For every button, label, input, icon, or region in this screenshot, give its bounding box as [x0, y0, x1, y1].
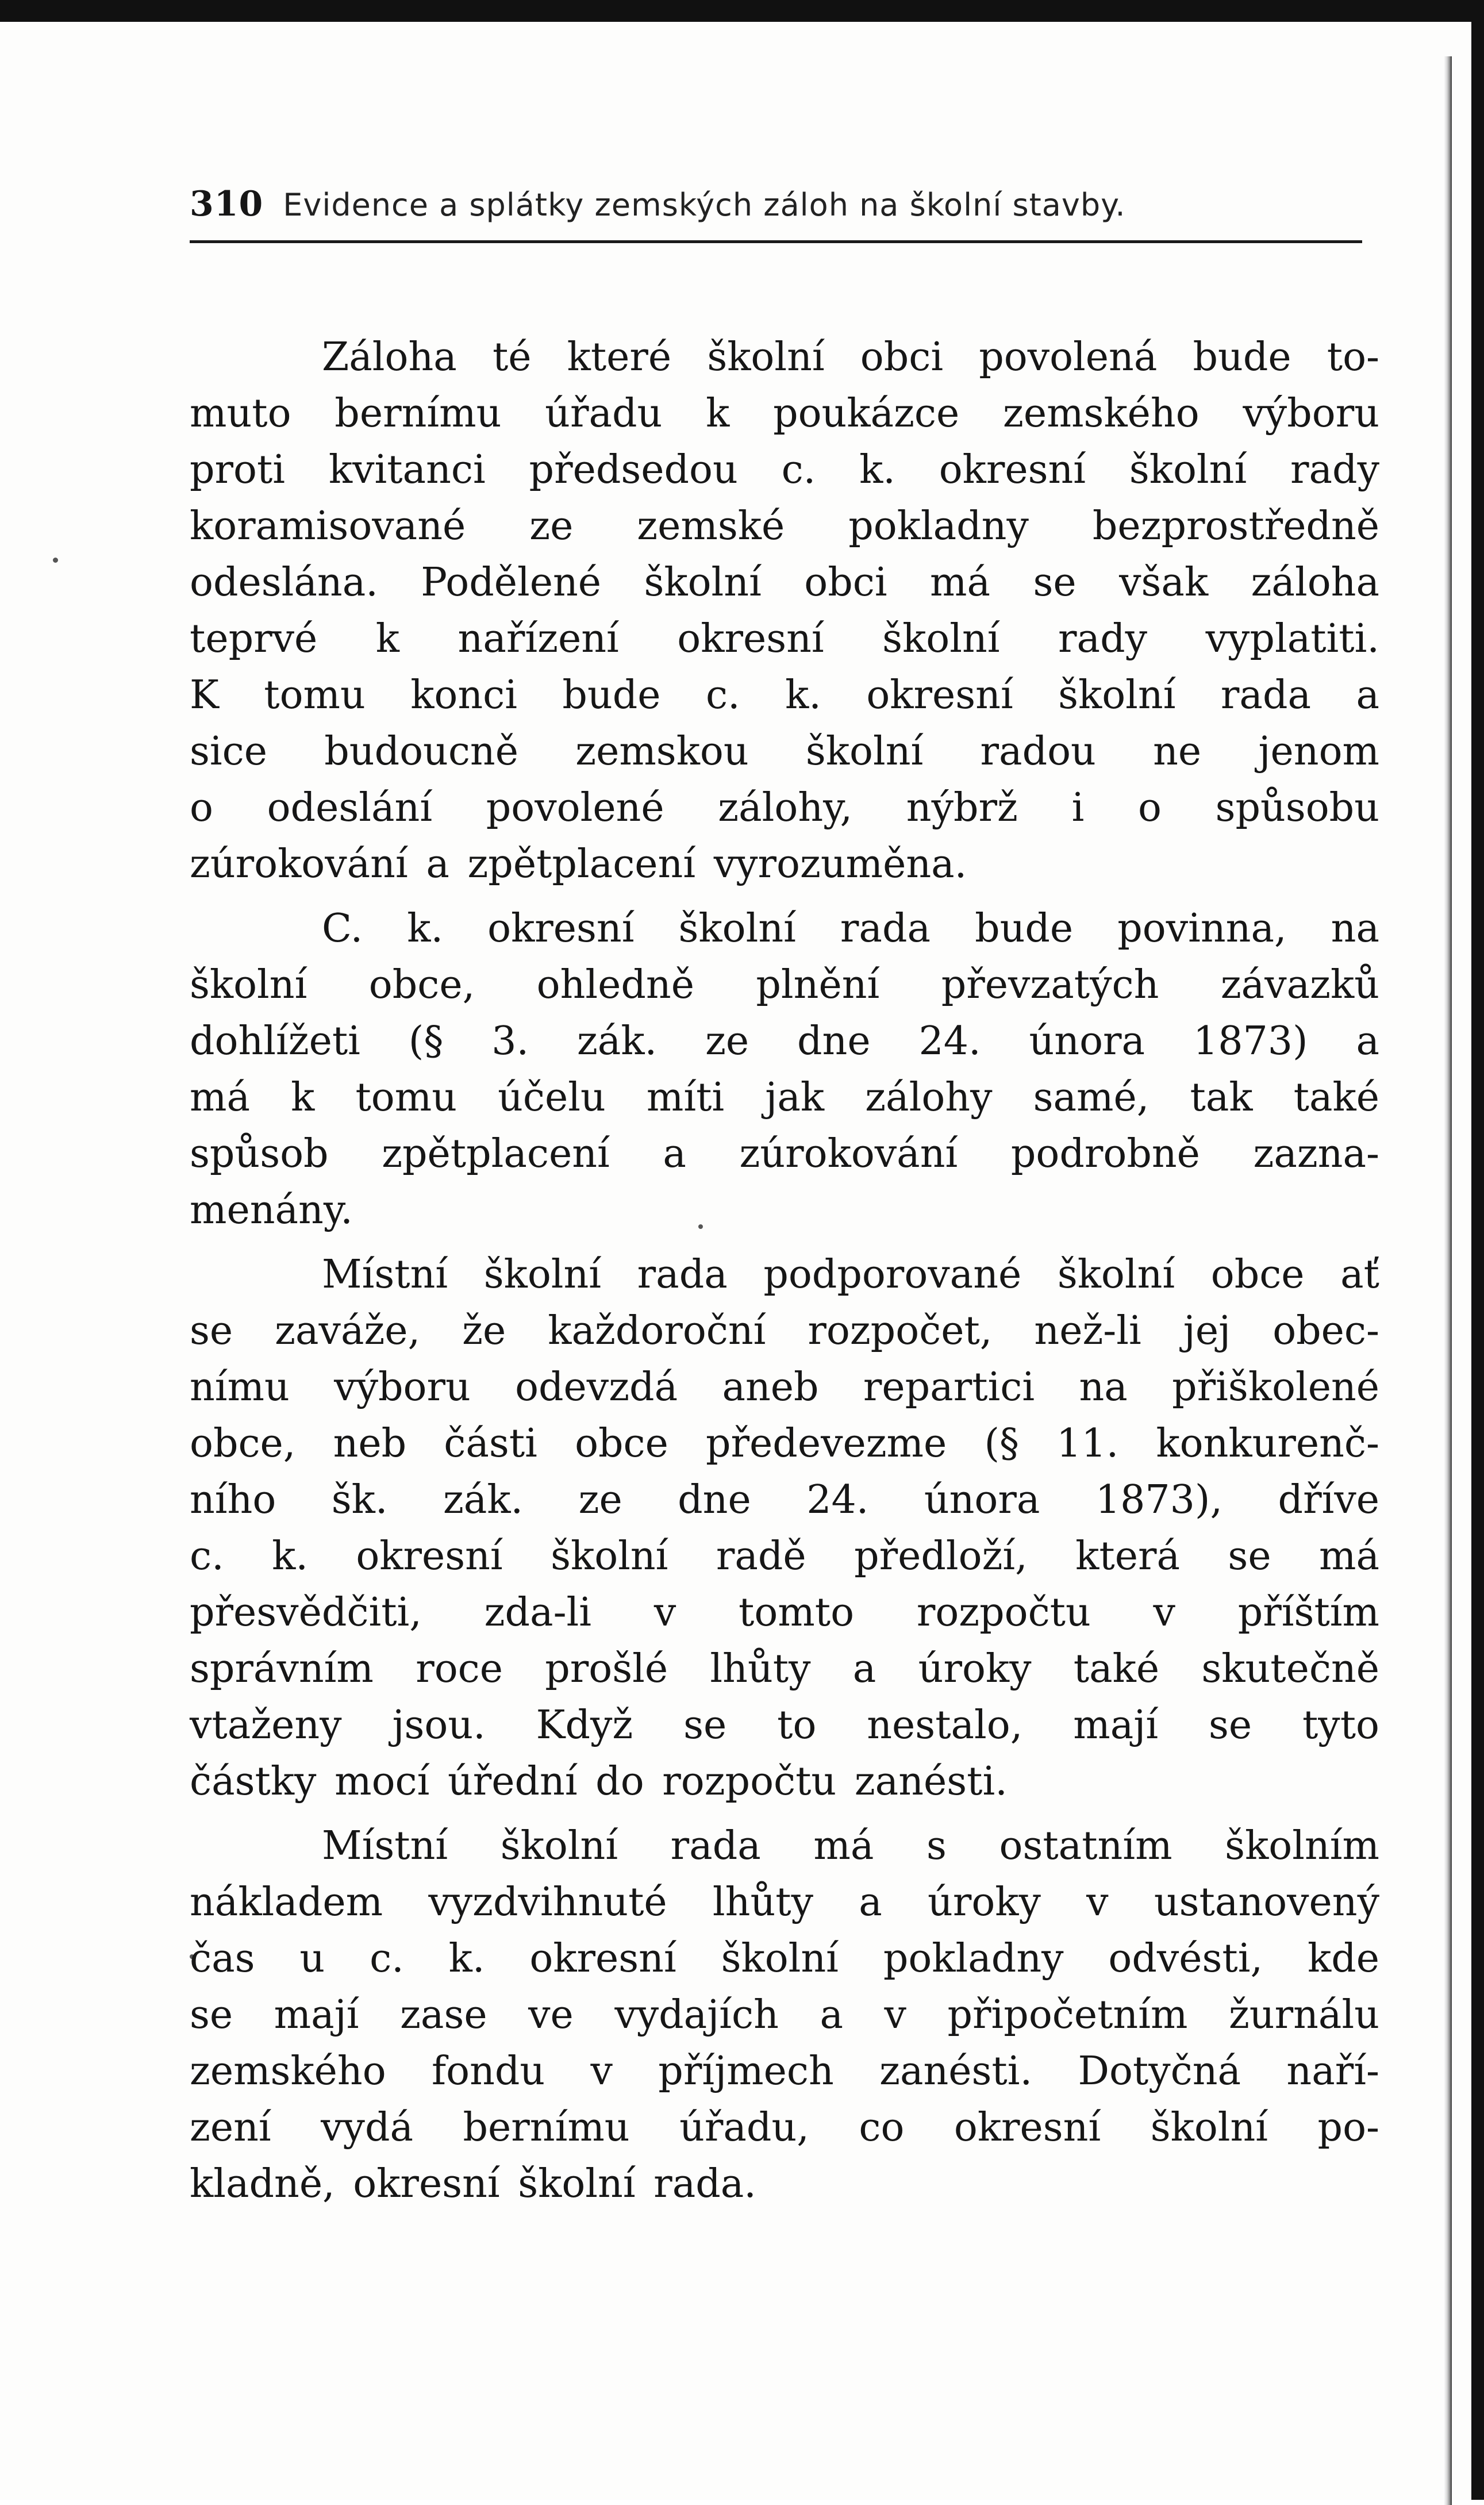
- text-line: Místní školní rada podporované školní obce ať: [322, 1252, 1379, 1297]
- text-line: částky mocí úřední do rozpočtu zanésti.: [190, 1759, 1008, 1804]
- text-line: menány.: [190, 1188, 353, 1233]
- text-line: teprvé k nařízení okresní školní rady vyplatiti.: [190, 616, 1379, 662]
- text-line: Záloha té které školní obci povolená bude to-: [322, 335, 1379, 380]
- text-line: odeslána. Podělené školní obci má se však záloha: [190, 560, 1379, 605]
- text-line: Místní školní rada má s ostatním školním: [322, 1823, 1379, 1869]
- text-line: o odeslání povolené zálohy, nýbrž i o spůsobu: [190, 785, 1379, 831]
- text-line: muto bernímu úřadu k poukázce zemského výboru: [190, 391, 1379, 436]
- running-title: Evidence a splátky zemských záloh na školní stavby.: [283, 187, 1126, 223]
- text-line: školní obce, ohledně plnění převzatých závazků: [190, 962, 1379, 1008]
- text-line: K tomu konci bude c. k. okresní školní rada a: [190, 673, 1379, 718]
- text-line: nímu výboru odevzdá aneb repartici na přiškolené: [190, 1365, 1379, 1410]
- text-line: správním roce prošlé lhůty a úroky také skutečně: [190, 1646, 1379, 1692]
- text-line: má k tomu účelu míti jak zálohy samé, tak také: [190, 1075, 1379, 1120]
- text-line: nákladem vyzdvihnuté lhůty a úroky v ustanovený: [190, 1880, 1379, 1925]
- header-rule: [190, 240, 1362, 243]
- text-line: dohlížeti (§ 3. zák. ze dne 24. února 1873) a: [190, 1019, 1379, 1064]
- scan-speck: [53, 558, 58, 563]
- text-line: sice budoucně zemskou školní radou ne jenom: [190, 729, 1379, 774]
- text-line: zení vydá bernímu úřadu, co okresní školní po-: [190, 2105, 1379, 2150]
- paragraph-4: [190, 1818, 1379, 2212]
- text-line: čas u c. k. okresní školní pokladny odvésti, kde: [190, 1936, 1379, 1981]
- text-line: spůsob zpětplacení a zúrokování podrobně zazna-: [190, 1131, 1379, 1177]
- text-line: přesvědčiti, zda-li v tomto rozpočtu v příštím: [190, 1590, 1379, 1635]
- text-line: vtaženy jsou. Když se to nestalo, mají se tyto: [190, 1703, 1379, 1748]
- page-number: 310: [190, 184, 264, 224]
- text-line: c. k. okresní školní radě předloží, která se má: [190, 1534, 1379, 1579]
- text-line: koramisované ze zemské pokladny bezprostředně: [190, 504, 1379, 549]
- text-line: zúrokování a zpětplacení vyrozuměna.: [190, 842, 967, 887]
- text-line: ního šk. zák. ze dne 24. února 1873), dříve: [190, 1477, 1379, 1523]
- running-header: [190, 184, 1379, 224]
- body-text: [190, 329, 1379, 2212]
- text-line: C. k. okresní školní rada bude povinna, na: [322, 906, 1379, 951]
- text-line: obce, neb části obce předevezme (§ 11. konkurenč-: [190, 1421, 1379, 1466]
- paragraph-2: [190, 901, 1379, 1239]
- paragraph-1: [190, 329, 1379, 893]
- text-line: kladně, okresní školní rada.: [190, 2161, 756, 2207]
- text-line: se mají zase ve vydajích a v připočetním žurnálu: [190, 1992, 1379, 2038]
- binding-edge: [1444, 56, 1452, 2505]
- paragraph-3: [190, 1247, 1379, 1810]
- text-line: proti kvitanci předsedou c. k. okresní školní rady: [190, 447, 1379, 493]
- text-line: zemského fondu v příjmech zanésti. Dotyčná naří-: [190, 2049, 1379, 2094]
- text-line: se zaváže, že každoroční rozpočet, než-li jej obec-: [190, 1308, 1379, 1354]
- document-page: [190, 184, 1379, 2220]
